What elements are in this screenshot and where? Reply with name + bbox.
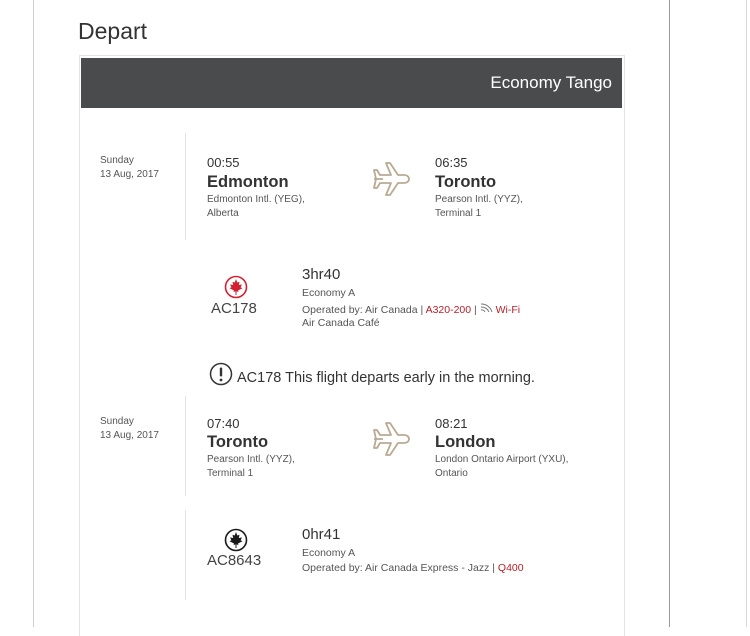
operated-by: Operated by: Air Canada xyxy=(302,304,418,316)
divider xyxy=(185,396,186,496)
departure-city: Toronto xyxy=(207,433,269,451)
departure-airport xyxy=(207,453,397,480)
departure-time: 07:40 xyxy=(207,416,240,431)
departure-airport-line: Pearson Intl. (YYZ), xyxy=(207,454,295,465)
aircraft-link[interactable]: A320-200 xyxy=(425,304,472,316)
arrival-airport-line: Ontario xyxy=(435,467,468,479)
page-edge-right xyxy=(669,0,670,627)
fare-header xyxy=(81,58,622,108)
operator-line xyxy=(302,302,520,316)
separator: | xyxy=(474,304,477,316)
page-edge-left xyxy=(33,0,34,627)
separator: | xyxy=(492,562,495,574)
arrival-time: 06:35 xyxy=(435,155,468,170)
segment-date xyxy=(100,415,159,443)
arrival-airport-line: Terminal 1 xyxy=(435,207,482,219)
wifi-link[interactable]: Wi-Fi xyxy=(495,304,521,316)
plane-icon xyxy=(371,419,413,459)
flight-number: AC178 xyxy=(211,300,257,317)
fare-title: Economy Tango xyxy=(490,73,612,92)
departure-airport-line: Terminal 1 xyxy=(207,467,254,479)
arrival-airport xyxy=(435,453,625,480)
arrival-city: London xyxy=(435,433,496,451)
cabin-class: Economy A xyxy=(302,547,356,559)
flight-duration: 3hr40 xyxy=(302,266,341,283)
departure-time: 00:55 xyxy=(207,155,240,170)
operated-by: Operated by: Air Canada Express - Jazz xyxy=(302,562,490,574)
maple-leaf-logo-icon xyxy=(224,528,248,552)
divider xyxy=(185,510,186,600)
departure-city: Edmonton xyxy=(207,173,289,191)
departure-airport xyxy=(207,193,397,220)
maple-leaf-logo-icon xyxy=(224,275,248,299)
segment-day: 13 Aug, 2017 xyxy=(100,169,159,180)
wifi-icon xyxy=(480,302,493,313)
segment-date xyxy=(100,154,159,182)
plane-icon xyxy=(371,159,413,199)
notice-text: AC178 This flight departs early in the morning. xyxy=(237,370,535,386)
segment-weekday: Sunday xyxy=(100,416,134,427)
separator: | xyxy=(420,304,424,316)
arrival-airport-line: Pearson Intl. (YYZ), xyxy=(435,194,523,205)
cabin-class: Economy A xyxy=(302,287,356,299)
flight-number: AC8643 xyxy=(207,552,262,569)
alert-circle-icon xyxy=(209,362,233,386)
divider xyxy=(185,133,186,240)
arrival-airport-line: London Ontario Airport (YXU), xyxy=(435,454,569,465)
page-title: Depart xyxy=(78,18,148,44)
arrival-airport xyxy=(435,193,625,220)
segment-day: 13 Aug, 2017 xyxy=(100,430,159,441)
arrival-time: 08:21 xyxy=(435,416,468,431)
scroll-edge xyxy=(746,0,747,627)
meal-service: Air Canada Café xyxy=(302,317,380,329)
arrival-city: Toronto xyxy=(435,173,497,191)
departure-airport-line: Alberta xyxy=(207,207,239,219)
aircraft-link[interactable]: Q400 xyxy=(497,562,524,574)
flight-duration: 0hr41 xyxy=(302,526,341,543)
operator-line xyxy=(302,562,524,574)
departure-airport-line: Edmonton Intl. (YEG), xyxy=(207,194,305,205)
segment-weekday: Sunday xyxy=(100,155,134,166)
